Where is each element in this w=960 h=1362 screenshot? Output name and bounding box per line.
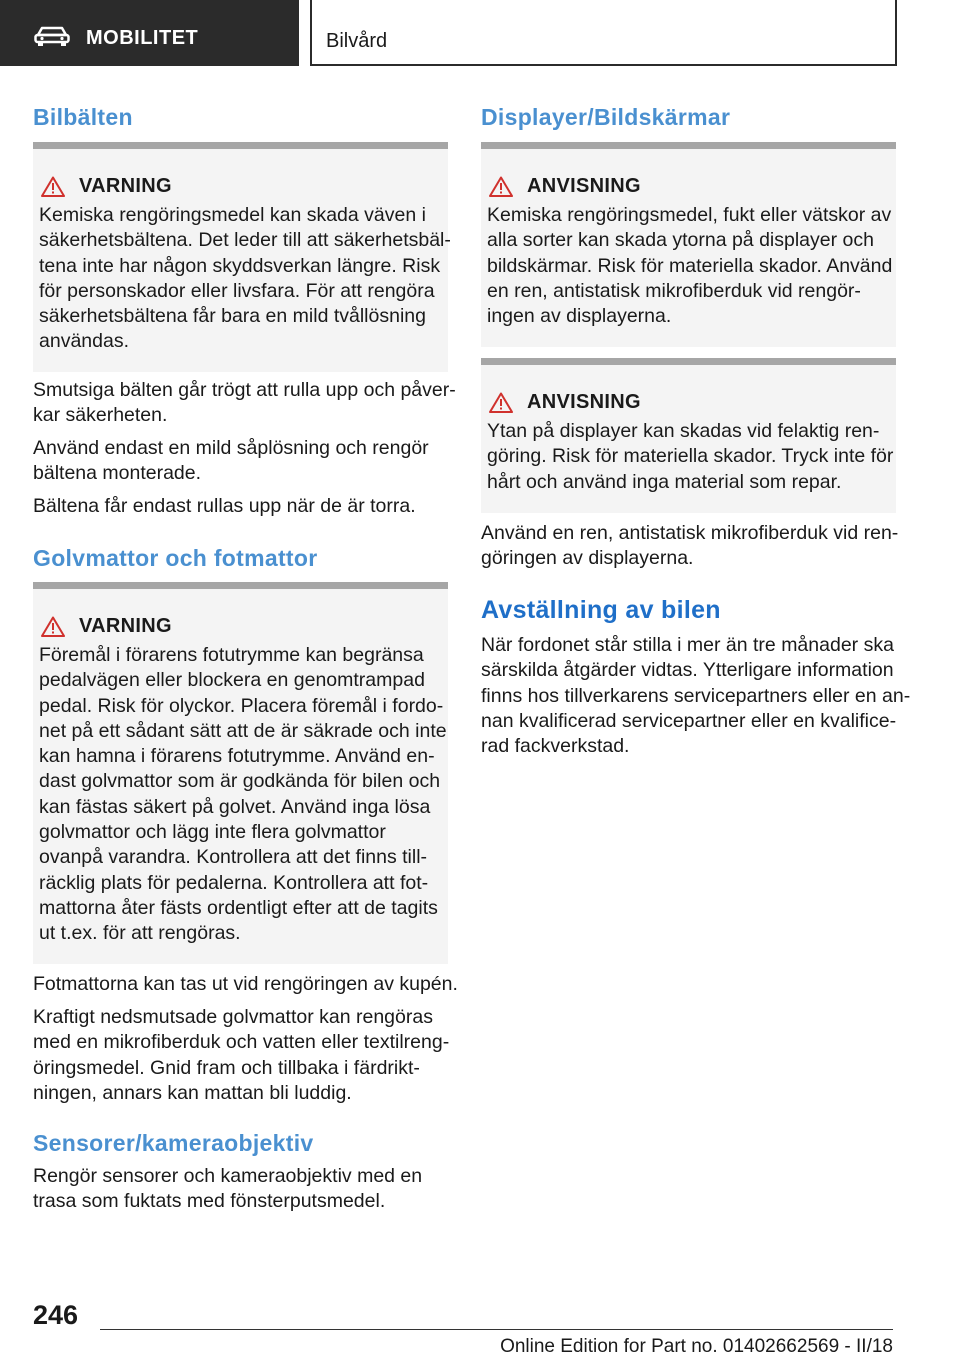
text-line: särskilda åtgärder vidtas. Ytterligare information <box>481 659 894 682</box>
page-number: 246 <box>33 1300 79 1330</box>
warning-label: VARNING <box>79 615 172 637</box>
warning-header <box>41 615 172 638</box>
notice-header <box>489 175 641 198</box>
text-line: kar säkerheten. <box>33 404 168 427</box>
warning-triangle-icon <box>489 392 513 413</box>
text-line: användas. <box>39 330 129 353</box>
text-line: en ren, antistatisk mikrofiberduk vid rengör‐ <box>487 279 861 302</box>
footer-rule <box>100 1329 893 1330</box>
text-line: säkerhetsbältena får bara en mild tvållösning <box>39 305 426 328</box>
text-line: När fordonet står stilla i mer än tre månader ska <box>481 634 894 656</box>
text-line: hårt och använd inga material som repar. <box>487 470 842 493</box>
heading-belts: Bilbälten <box>33 104 133 130</box>
text-line: rad fackverkstad. <box>481 735 630 758</box>
text-line: ut t.ex. för att rengöras. <box>39 922 241 945</box>
car-icon <box>34 26 70 46</box>
paragraph <box>33 436 448 487</box>
text-line: alla sorter kan skada ytorna på displayer och <box>487 229 874 252</box>
text-line: säkerhetsbältena. Det leder till att säkerhetsbäl‐ <box>39 229 451 252</box>
paragraph <box>481 633 911 759</box>
text-line: ingen av displayerna. <box>487 305 672 328</box>
text-line: bältena monterade. <box>33 462 202 485</box>
text-line: dast golvmattor som är godkända för bilen och <box>39 770 441 793</box>
warning-header <box>41 175 172 198</box>
notice-header <box>489 391 641 414</box>
warning-label: VARNING <box>79 175 172 197</box>
text-line: Kraftigt nedsmutsade golvmattor kan rengöras <box>33 1006 433 1028</box>
paragraph <box>33 1164 448 1215</box>
text-line: Kemiska rengöringsmedel, fukt eller vätskor av <box>487 204 892 226</box>
notice-text <box>487 203 892 329</box>
text-line: Använd endast en mild såplösning och rengör <box>33 437 429 459</box>
heading-displays: Displayer/Bildskärmar <box>481 104 731 130</box>
text-line: pedalvägen eller blockera en genomtrampad <box>39 669 425 692</box>
text-line: net på ett sådant sätt att de är säkrade och inte <box>39 719 447 742</box>
section-title: MOBILITET <box>86 27 199 49</box>
text-line: göring. Risk för materiella skador. Tryck inte för <box>487 445 894 468</box>
text-line: bildskärmar. Risk för materiella skador. Använd <box>487 254 893 277</box>
warning-text <box>39 203 451 355</box>
text-line: ovanpå varandra. Kontrollera att det finns till‐ <box>39 846 428 869</box>
notice-box-displays-1 <box>481 142 896 347</box>
text-line: öringsmedel. Gnid fram och tillbaka i färdrikt‐ <box>33 1056 420 1079</box>
paragraph <box>33 378 456 429</box>
text-line: räcklig plats för pedalerna. Kontrollera att fot‐ <box>39 871 429 894</box>
text-line: för personskador eller livsfara. För att rengöra <box>39 279 435 302</box>
text-line: golvmattor och lägg inte flera golvmattor <box>39 821 386 844</box>
heading-mats: Golvmattor och fotmattor <box>33 545 318 571</box>
paragraph <box>33 972 458 997</box>
text-line: Ytan på displayer kan skadas vid felaktig ren‐ <box>487 420 880 442</box>
notice-box-displays-2 <box>481 358 896 513</box>
paragraph <box>33 1005 448 1106</box>
text-line: Föremål i förarens fotutrymme kan begränsa <box>39 644 424 666</box>
text-line: pedal. Risk för olyckor. Placera föremål i fordo‐ <box>39 694 444 717</box>
page-header <box>0 0 960 66</box>
subsection-title: Bilvård <box>326 30 388 52</box>
text-line: Rengör sensorer och kameraobjektiv med en <box>33 1165 423 1187</box>
text-line: göringen av displayerna. <box>481 547 694 570</box>
text-line: Använd en ren, antistatisk mikrofiberduk vid ren‐ <box>481 522 899 544</box>
warning-box-mats <box>33 582 448 964</box>
notice-text <box>487 419 892 495</box>
heading-sensors: Sensorer/kameraobjektiv <box>33 1130 314 1156</box>
heading-storage: Avställning av bilen <box>481 596 721 624</box>
text-line: Bältena får endast rullas upp när de är torra. <box>33 495 416 517</box>
edition-text: Online Edition for Part no. 01402662569 - II/18 <box>500 1336 893 1357</box>
warning-triangle-icon <box>41 176 65 197</box>
text-line: ningen, annars kan mattan bli luddig. <box>33 1081 352 1104</box>
paragraph <box>481 521 899 572</box>
text-line: finns hos tillverkarens servicepartners eller en an‐ <box>481 684 911 707</box>
warning-box-belts <box>33 142 451 372</box>
notice-label: ANVISNING <box>527 175 641 197</box>
warning-triangle-icon <box>41 616 65 637</box>
text-line: Fotmattorna kan tas ut vid rengöringen av kupén. <box>33 973 458 995</box>
warning-text <box>39 643 447 947</box>
text-line: tena inte har någon skyddsverkan längre. Risk <box>39 254 441 277</box>
text-line: trasa som fuktats med fönsterputsmedel. <box>33 1190 386 1213</box>
text-line: med en mikrofiberduk och vatten eller textilreng‐ <box>33 1031 450 1054</box>
warning-triangle-icon <box>489 176 513 197</box>
subsection-tab <box>310 0 897 66</box>
notice-label: ANVISNING <box>527 391 641 413</box>
text-line: mattorna åter fästs ordentligt efter att de tagits <box>39 896 438 919</box>
text-line: Kemiska rengöringsmedel kan skada väven i <box>39 204 426 226</box>
text-line: Smutsiga bälten går trögt att rulla upp och påver‐ <box>33 379 456 401</box>
text-line: kan hamna i förarens fotutrymme. Använd en‐ <box>39 745 435 768</box>
page-footer <box>0 1290 960 1362</box>
text-line: kan fästas säkert på golvet. Använd inga lösa <box>39 795 431 818</box>
section-tab <box>0 0 299 66</box>
text-line: nan kvalificerad servicepartner eller en kvalifice‐ <box>481 709 897 732</box>
paragraph <box>33 494 448 519</box>
